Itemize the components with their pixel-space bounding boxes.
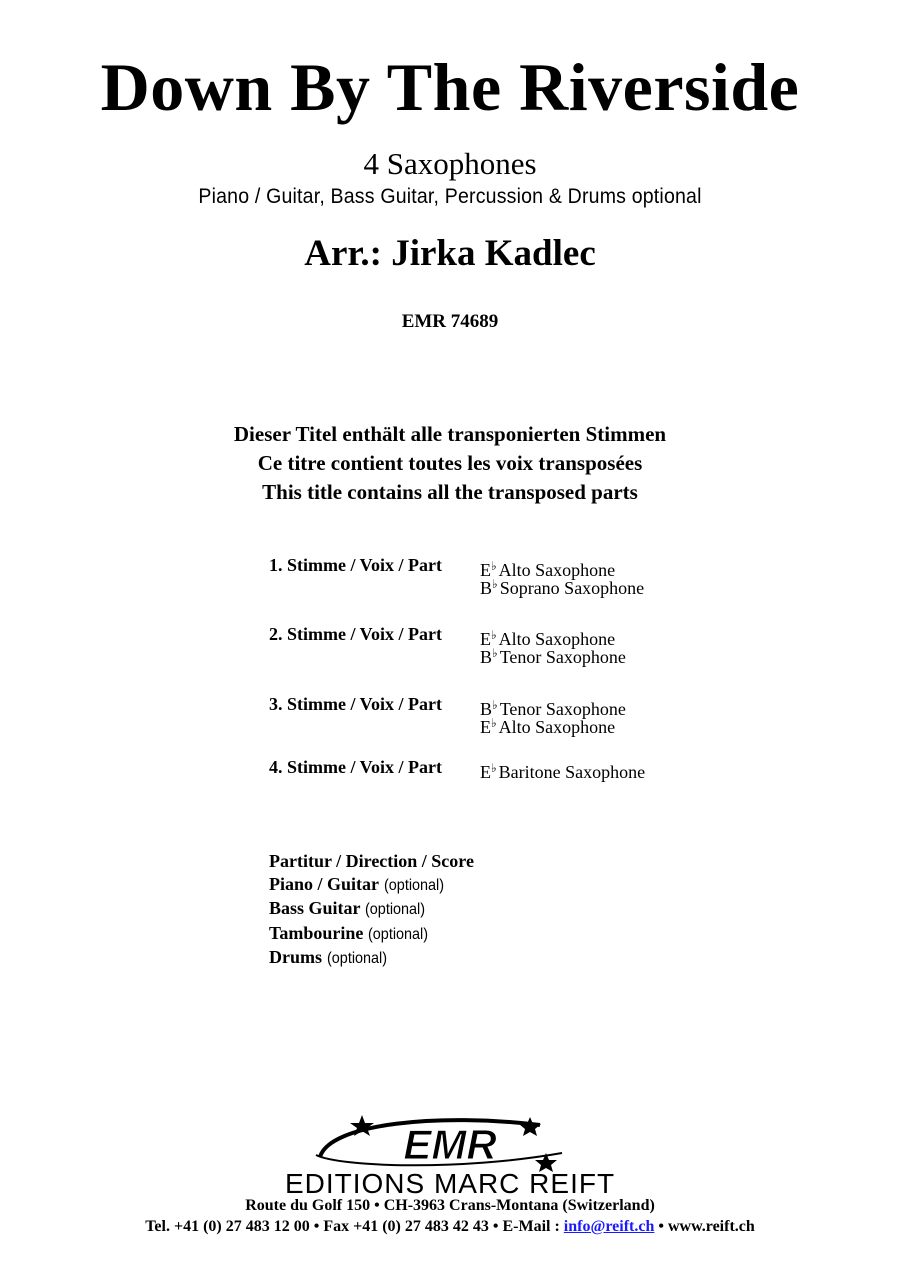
extra-item: Drums (optional): [269, 947, 387, 967]
part-label: 3. Stimme / Voix / Part: [269, 694, 442, 714]
part-instrument: B♭ Soprano Saxophone: [480, 577, 645, 598]
part-label: 1. Stimme / Voix / Part: [269, 555, 442, 575]
part-instrument: E♭ Alto Saxophone: [480, 628, 616, 649]
part-instrument: E♭ Alto Saxophone: [480, 716, 616, 737]
extra-item: Tambourine (optional): [269, 922, 428, 943]
publisher-name: EDITIONS MARC REIFT: [284, 1168, 616, 1199]
extra-item: Piano / Guitar (optional): [269, 873, 444, 894]
note-german: Dieser Titel enthält alle transponierten Stimmen: [233, 422, 667, 446]
extra-item: Bass Guitar (optional): [269, 898, 426, 918]
contact-phone-fax: Tel. +41 (0) 27 483 12 00 • Fax +41 (0) 27 483 42 43 • E-Mail :: [145, 1218, 564, 1235]
website-text: • www.reift.ch: [654, 1218, 755, 1235]
part-instrument: B♭ Tenor Saxophone: [480, 646, 626, 667]
instrumentation: Piano / Guitar, Bass Guitar, Percussion & Drums optional: [198, 185, 702, 208]
part-instrument: E♭ Baritone Saxophone: [480, 761, 646, 782]
part-label: 2. Stimme / Voix / Part: [269, 624, 442, 644]
part-instrument: B♭ Tenor Saxophone: [480, 698, 626, 719]
publisher-address: Route du Golf 150 • CH-3963 Crans-Montana (Switzerland): [245, 1197, 655, 1214]
page-title: Down By The Riverside: [100, 49, 800, 125]
email-link[interactable]: info@reift.ch: [563, 1218, 655, 1235]
subtitle: 4 Saxophones: [363, 146, 537, 181]
publisher-contact: [0, 1218, 900, 1236]
arranger: Arr.: Jirka Kadlec: [304, 233, 596, 274]
transposition-notes: [0, 420, 900, 507]
extra-item: Partitur / Direction / Score: [269, 851, 474, 871]
note-french: Ce titre contient toutes les voix transposées: [257, 451, 643, 475]
svg-text:EMR: EMR: [403, 1121, 497, 1168]
part-instrument: E♭ Alto Saxophone: [480, 559, 616, 580]
extras-list: [269, 850, 474, 971]
catalog-number: EMR 74689: [401, 311, 499, 332]
note-english: This title contains all the transposed parts: [262, 480, 638, 504]
part-label: 4. Stimme / Voix / Part: [269, 757, 442, 777]
